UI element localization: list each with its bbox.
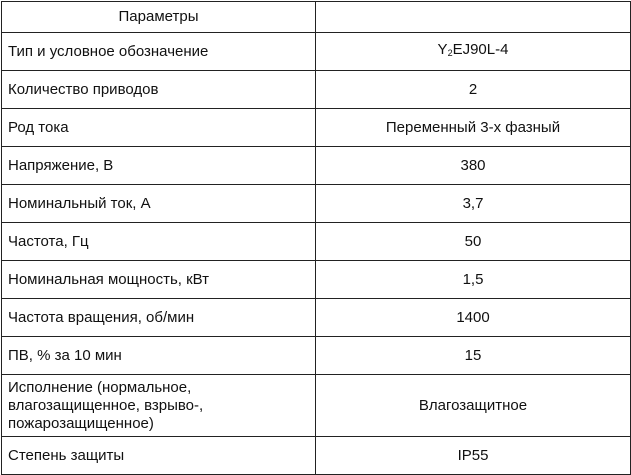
table-row: [2, 261, 631, 299]
type-subscript: 2: [447, 48, 453, 58]
row-value: 380: [316, 147, 631, 185]
table-header-row: [2, 2, 631, 33]
row-value: [316, 33, 631, 71]
table-row: [2, 375, 631, 437]
row-label: Частота вращения, об/мин: [2, 299, 316, 337]
row-label: Тип и условное обозначение: [2, 33, 316, 71]
row-value: Переменный 3-х фазный: [316, 109, 631, 147]
table-row: [2, 109, 631, 147]
row-value: 2: [316, 71, 631, 109]
row-label: ПВ, % за 10 мин: [2, 337, 316, 375]
parameters-table: [1, 1, 631, 475]
table-row: [2, 185, 631, 223]
row-label: Частота, Гц: [2, 223, 316, 261]
row-value: 1,5: [316, 261, 631, 299]
type-suffix: EJ90L-4: [452, 41, 509, 58]
row-label: Количество приводов: [2, 71, 316, 109]
row-value: 3,7: [316, 185, 631, 223]
header-parameters-cell: Параметры: [2, 2, 316, 33]
row-value: IP55: [316, 437, 631, 475]
table-row: [2, 223, 631, 261]
header-value-cell: [316, 2, 631, 33]
label-line: влагозащищенное, взрыво-,: [8, 396, 204, 414]
table-row: [2, 147, 631, 185]
row-value: 1400: [316, 299, 631, 337]
type-prefix: Y: [437, 41, 448, 58]
label-line: Исполнение (нормальное,: [8, 378, 192, 396]
row-value: Влагозащитное: [316, 375, 631, 437]
row-label: Напряжение, В: [2, 147, 316, 185]
row-label: Номинальный ток, А: [2, 185, 316, 223]
row-label: [2, 375, 316, 437]
table-row: [2, 33, 631, 71]
row-label: Род тока: [2, 109, 316, 147]
row-label: Степень защиты: [2, 437, 316, 475]
table-row: [2, 337, 631, 375]
table-row: [2, 71, 631, 109]
row-value: 50: [316, 223, 631, 261]
table-row: [2, 299, 631, 337]
table-row: [2, 437, 631, 475]
label-line: пожарозащищенное): [8, 414, 154, 432]
row-value: 15: [316, 337, 631, 375]
row-label: Номинальная мощность, кВт: [2, 261, 316, 299]
